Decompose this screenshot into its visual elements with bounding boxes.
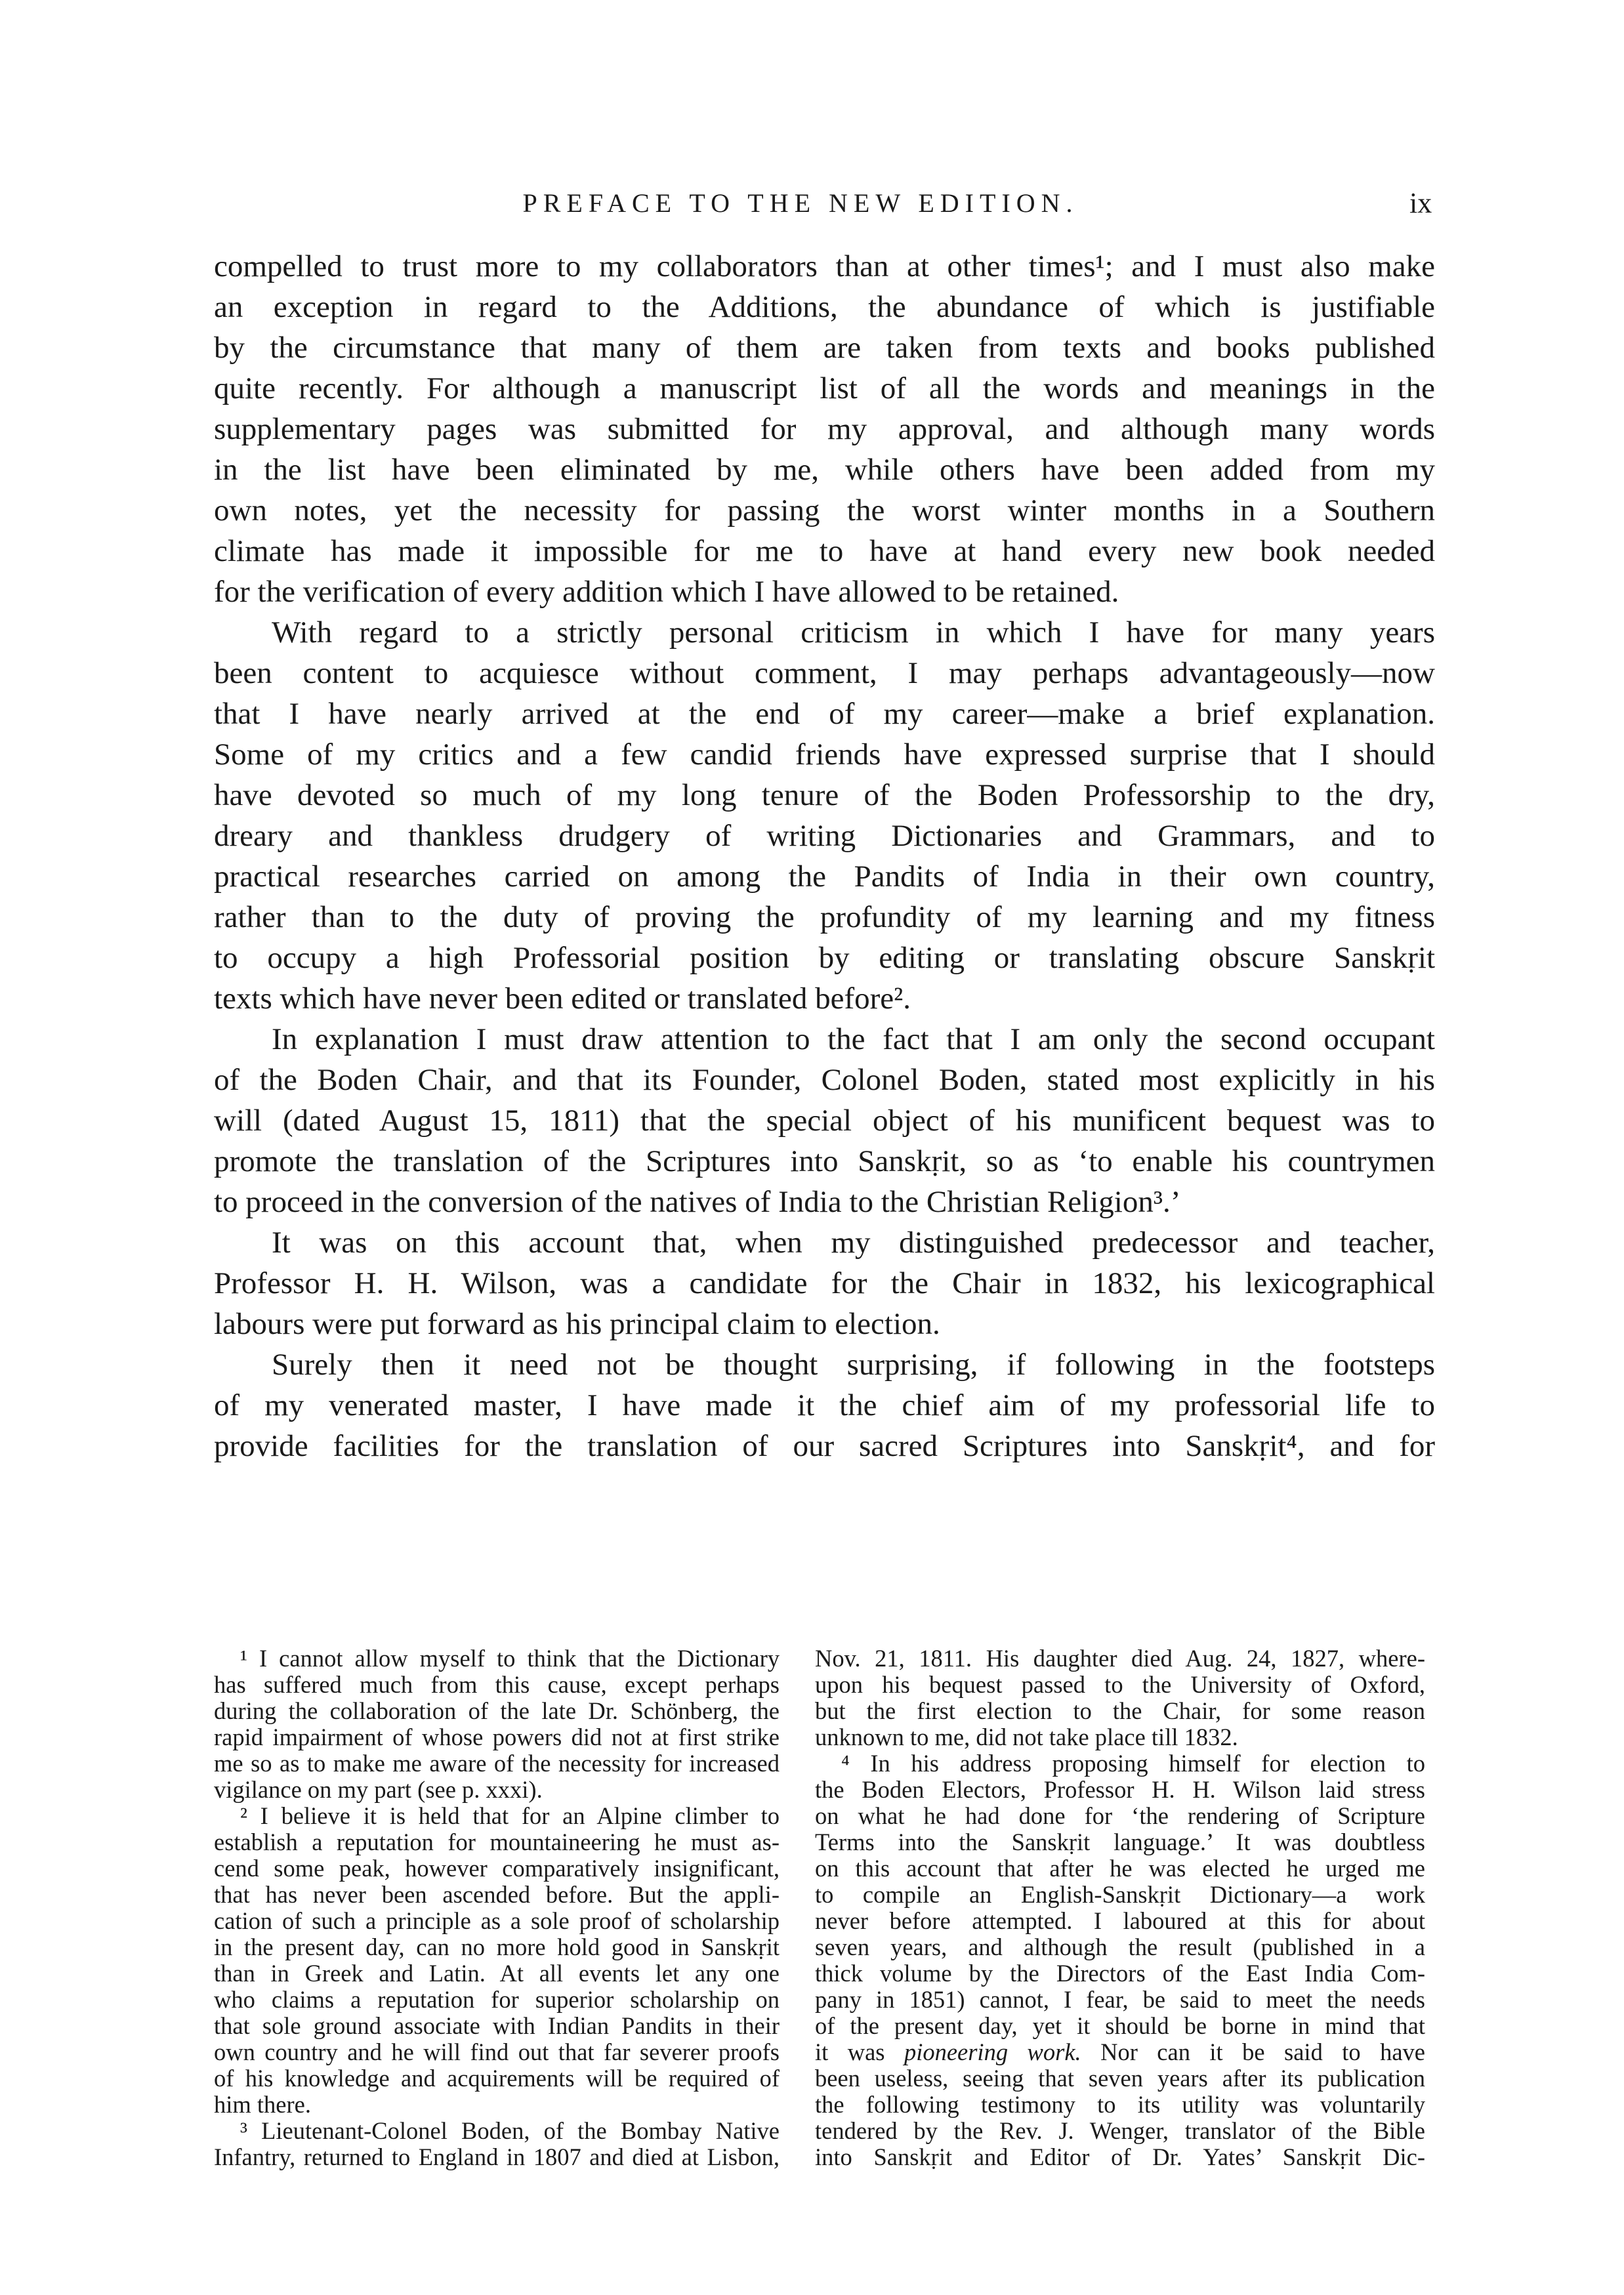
text-line: cend some peak, however comparatively insignificant,: [214, 1855, 780, 1882]
text-line: ¹ I cannot allow myself to think that the Dictionary: [240, 1645, 780, 1672]
text-line: that has never been ascended before. But the appli-: [214, 1882, 780, 1908]
text-line: rapid impairment of whose powers did not at first strike: [214, 1724, 780, 1750]
main-text: [214, 246, 1435, 1466]
text-line: Professor H. H. Wilson, was a candidate for the Chair in 1832, his lexicographical: [214, 1266, 1435, 1300]
text-line: him there.: [214, 2092, 311, 2118]
text-line: in the list have been eliminated by me, while others have been added from my: [214, 453, 1435, 487]
text-line: seven years, and although the result (published in a: [815, 1934, 1425, 1960]
text-line: vigilance on my part (see p. xxxi).: [214, 1777, 543, 1803]
running-title: PREFACE TO THE NEW EDITION.: [522, 188, 1079, 218]
page-number: ix: [1409, 187, 1432, 219]
text-line: thick volume by the Directors of the East India Com-: [815, 1960, 1425, 1987]
text-line: me so as to make me aware of the necessity for increased: [214, 1750, 780, 1777]
text-line: to occupy a high Professorial position by editing or translating obscure Sanskṛit: [214, 941, 1435, 975]
text-line: never before attempted. I laboured at this for about: [815, 1908, 1425, 1934]
text-line: that I have nearly arrived at the end of my career—make a brief explanation.: [214, 697, 1435, 731]
paragraph: [214, 1344, 1435, 1466]
text-line: In explanation I must draw attention to the fact that I am only the second occupant: [272, 1022, 1435, 1056]
text-line: It was on this account that, when my distinguished predecessor and teacher,: [272, 1226, 1435, 1260]
footnotes-left-column: [214, 1645, 780, 2170]
text-line: but the first election to the Chair, for some reason: [815, 1698, 1425, 1724]
text-line: of my venerated master, I have made it the chief aim of my professorial life to: [214, 1388, 1435, 1422]
text-line: own country and he will find out that far severer proofs: [214, 2039, 780, 2065]
footnote: [214, 1645, 780, 1803]
footnote: [214, 2118, 780, 2170]
text-line: the following testimony to its utility was voluntarily: [815, 2092, 1425, 2118]
footnotes-right-column: [815, 1645, 1425, 2170]
text-line: of the Boden Chair, and that its Founder, Colonel Boden, stated most explicitly in his: [214, 1063, 1435, 1097]
text-line: by the circumstance that many of them are taken from texts and books published: [214, 331, 1435, 365]
text-line: has suffered much from this cause, except perhaps: [214, 1672, 780, 1698]
text-line: ² I believe it is held that for an Alpine climber to: [240, 1803, 780, 1829]
text-line: ⁴ In his address proposing himself for election to: [841, 1750, 1425, 1777]
paragraph: [214, 1222, 1435, 1344]
text-line: quite recently. For although a manuscript list of all the words and meanings in the: [214, 371, 1435, 405]
text-line: provide facilities for the translation of our sacred Scriptures into Sanskṛit⁴, and for: [214, 1429, 1435, 1463]
text-line: than in Greek and Latin. At all events let any one: [214, 1960, 780, 1987]
text-line: unknown to me, did not take place till 1832.: [815, 1724, 1238, 1750]
text-line: on what he had done for ‘the rendering of Scripture: [815, 1803, 1425, 1829]
text-line: ³ Lieutenant-Colonel Boden, of the Bombay Native: [240, 2118, 780, 2144]
text-line: on this account that after he was elected he urged me: [815, 1855, 1425, 1882]
text-line: compelled to trust more to my collaborators than at other times¹; and I must also make: [214, 249, 1435, 283]
paragraph: [214, 612, 1435, 1019]
footnote: [815, 1645, 1425, 1750]
text-line: to compile an English-Sanskṛit Dictionary—a work: [815, 1882, 1425, 1908]
text-line: [815, 2039, 1425, 2065]
text-line: Infantry, returned to England in 1807 and died at Lisbon,: [214, 2144, 780, 2170]
text-line: during the collaboration of the late Dr. Schönberg, the: [214, 1698, 780, 1724]
text-line: of his knowledge and acquirements will be required of: [214, 2065, 780, 2092]
text-line: labours were put forward as his principal claim to election.: [214, 1307, 940, 1341]
text-line: With regard to a strictly personal criticism in which I have for many years: [272, 615, 1435, 650]
text-line: Surely then it need not be thought surprising, if following in the footsteps: [272, 1348, 1435, 1382]
text-line: for the verification of every addition which I have allowed to be retained.: [214, 575, 1119, 609]
text-line: Terms into the Sanskṛit language.’ It was doubtless: [815, 1829, 1425, 1855]
text-line: to proceed in the conversion of the natives of India to the Christian Religion³.’: [214, 1185, 1181, 1219]
text-line: dreary and thankless drudgery of writing Dictionaries and Grammars, and to: [214, 819, 1435, 853]
paragraph: [214, 246, 1435, 612]
text-line: promote the translation of the Scriptures into Sanskṛit, so as ‘to enable his countrymen: [214, 1144, 1435, 1178]
text-line: own notes, yet the necessity for passing the worst winter months in a Southern: [214, 493, 1435, 527]
text-segment: it was: [815, 2039, 904, 2065]
text-line: upon his bequest passed to the University of Oxford,: [815, 1672, 1425, 1698]
text-line: been content to acquiesce without comment, I may perhaps advantageously—now: [214, 656, 1435, 690]
text-line: in the present day, can no more hold good in Sanskṛit: [214, 1934, 780, 1960]
text-line: pany in 1851) cannot, I fear, be said to meet the needs: [815, 1987, 1425, 2013]
text-line: practical researches carried on among the Pandits of India in their own country,: [214, 859, 1435, 894]
text-line: have devoted so much of my long tenure of the Boden Professorship to the dry,: [214, 778, 1435, 812]
text-line: tendered by the Rev. J. Wenger, translator of the Bible: [815, 2118, 1425, 2144]
text-line: of the present day, yet it should be borne in mind that: [815, 2013, 1425, 2039]
text-line: who claims a reputation for superior scholarship on: [214, 1987, 780, 2013]
text-line: Some of my critics and a few candid friends have expressed surprise that I should: [214, 737, 1435, 772]
text-line: Nov. 21, 1811. His daughter died Aug. 24, 1827, where-: [815, 1645, 1425, 1672]
text-line: that sole ground associate with Indian Pandits in their: [214, 2013, 780, 2039]
text-line: cation of such a principle as a sole proof of scholarship: [214, 1908, 780, 1934]
paragraph: [214, 1019, 1435, 1222]
text-line: an exception in regard to the Additions, the abundance of which is justifiable: [214, 290, 1435, 324]
text-segment: Nor can it be said to have: [1081, 2039, 1425, 2065]
text-line: texts which have never been edited or translated before².: [214, 982, 911, 1016]
footnote: [214, 1803, 780, 2118]
text-line: will (dated August 15, 1811) that the special object of his munificent bequest was to: [214, 1104, 1435, 1138]
text-line: establish a reputation for mountaineering he must as-: [214, 1829, 780, 1855]
text-line: rather than to the duty of proving the profundity of my learning and my fitness: [214, 900, 1435, 934]
text-line: supplementary pages was submitted for my approval, and although many words: [214, 412, 1435, 446]
italic-text: pioneering work.: [904, 2039, 1081, 2065]
text-line: been useless, seeing that seven years after its publication: [815, 2065, 1425, 2092]
text-line: into Sanskṛit and Editor of Dr. Yates’ Sanskṛit Dic-: [815, 2144, 1425, 2170]
running-header: [0, 185, 1624, 224]
text-line: the Boden Electors, Professor H. H. Wilson laid stress: [815, 1777, 1425, 1803]
footnote: [815, 1750, 1425, 2170]
text-line: climate has made it impossible for me to have at hand every new book needed: [214, 534, 1435, 568]
